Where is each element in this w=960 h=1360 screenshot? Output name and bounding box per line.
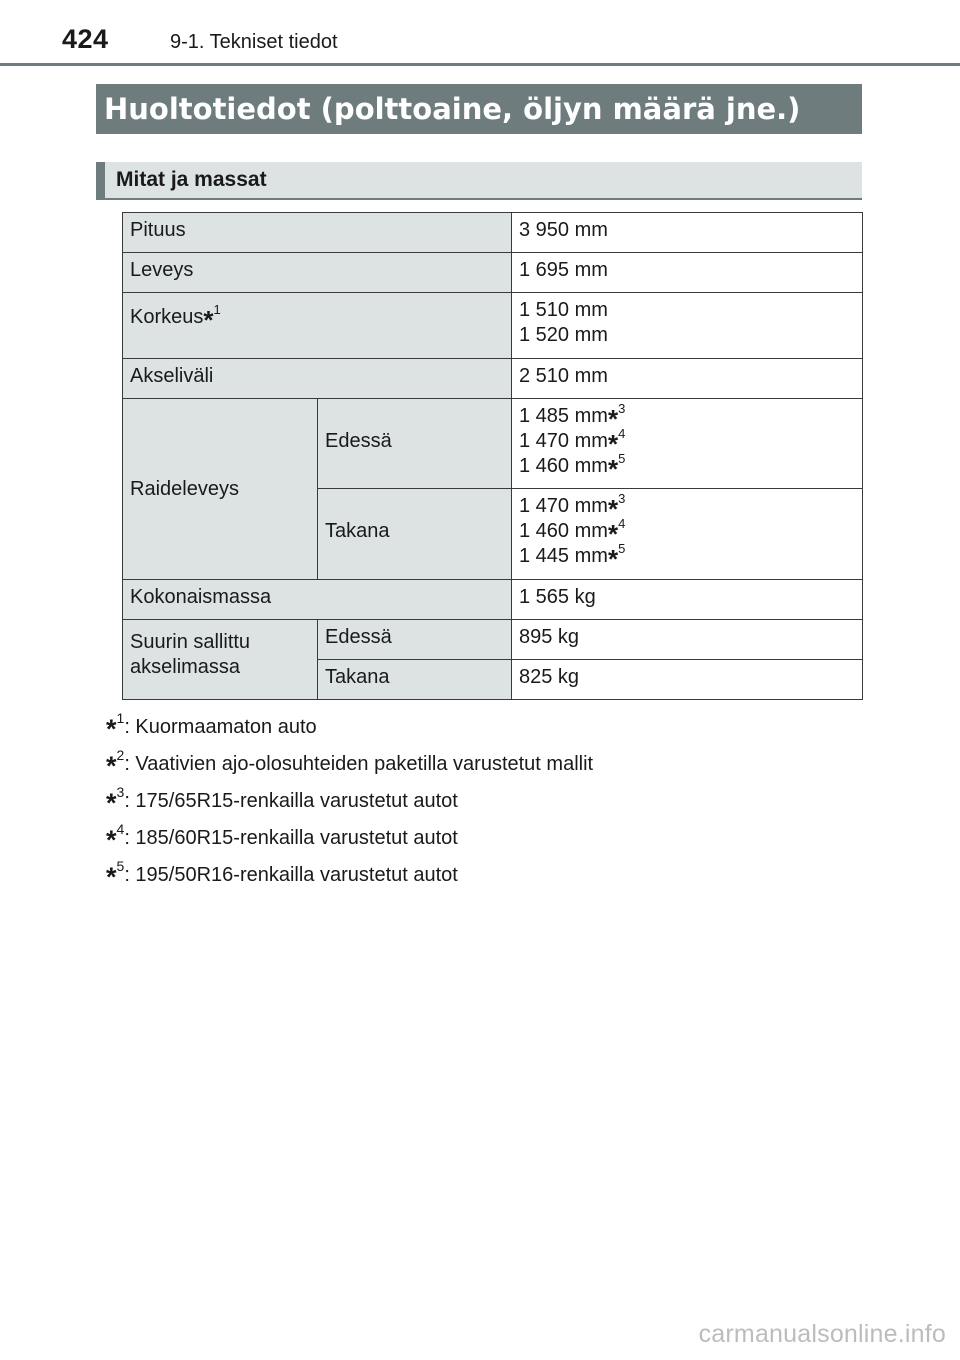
footnote-mark: 2	[116, 747, 125, 763]
footnotes	[106, 706, 866, 891]
watermark: carmanualsonline.info	[698, 1320, 946, 1348]
row-value-leveys: 1 695 mm	[512, 253, 863, 293]
dimensions-table	[122, 212, 863, 700]
value-text: 1 460 mm	[519, 520, 608, 542]
footnote-asterisk: *	[106, 714, 117, 744]
footnote-asterisk: *	[106, 862, 117, 892]
footnote-ref: 3	[618, 491, 626, 506]
row-label-pituus: Pituus	[123, 213, 512, 253]
footnote-text: : 195/50R16-renkailla varustetut autot	[124, 864, 458, 886]
value-text: 1 460 mm	[519, 455, 608, 477]
row-value-kokonaismassa: 1 565 kg	[512, 580, 863, 620]
row-value-akselivali: 2 510 mm	[512, 359, 863, 399]
row-label-kokonaismassa: Kokonaismassa	[123, 580, 512, 620]
korkeus-value-2: 1 520 mm	[519, 324, 608, 346]
raideleveys-front-label: Edessä	[318, 399, 512, 489]
page-number: 424	[62, 24, 109, 54]
korkeus-value-1: 1 510 mm	[519, 299, 608, 321]
akselimassa-label-line-2: akselimassa	[130, 656, 241, 678]
footnote-item	[106, 743, 866, 780]
value-text: 1 445 mm	[519, 545, 608, 567]
footnote-ref: 4	[618, 516, 626, 531]
footnote-text: : 185/60R15-renkailla varustetut autot	[124, 827, 458, 849]
footnote-item	[106, 780, 866, 817]
akselimassa-front-label: Edessä	[318, 620, 512, 660]
akselimassa-front-value: 895 kg	[512, 620, 863, 660]
table-row	[123, 253, 863, 293]
subheading: Mitat ja massat	[96, 162, 862, 200]
row-label-akselimassa	[123, 620, 318, 700]
korkeus-label: Korkeus	[130, 306, 204, 328]
footnote-mark: 3	[116, 784, 125, 800]
footnote-item	[106, 854, 866, 891]
footnote-ref: 4	[618, 426, 626, 441]
footnote-item	[106, 817, 866, 854]
footnote-text: : 175/65R15-renkailla varustetut autot	[124, 790, 458, 812]
footnote-ref: 3	[618, 401, 626, 416]
table-row	[123, 359, 863, 399]
value-line	[519, 451, 855, 484]
footnote-mark: 1	[116, 710, 125, 726]
footnote-mark: 5	[116, 858, 125, 874]
row-label-korkeus	[123, 293, 512, 359]
value-line	[519, 426, 855, 459]
value-line	[519, 516, 855, 549]
footnote-asterisk: *	[203, 305, 214, 335]
raideleveys-rear-label: Takana	[318, 489, 512, 580]
value-line	[519, 491, 855, 524]
footnote-item	[106, 706, 866, 743]
footnote-asterisk: *	[106, 788, 117, 818]
footnote-asterisk: *	[106, 825, 117, 855]
row-value-pituus: 3 950 mm	[512, 213, 863, 253]
footnote-ref: 5	[618, 541, 626, 556]
row-value-korkeus	[512, 293, 863, 359]
header-rule	[0, 63, 960, 66]
footnote-ref: 5	[618, 451, 626, 466]
value-text: 1 470 mm	[519, 430, 608, 452]
footnote-ref: 1	[213, 302, 221, 317]
value-line	[519, 401, 855, 434]
footnote-asterisk: *	[607, 494, 619, 524]
akselimassa-label-line-1: Suurin sallittu	[130, 631, 251, 653]
table-row	[123, 213, 863, 253]
raideleveys-front-values	[512, 399, 863, 489]
footnote-asterisk: *	[607, 454, 619, 484]
footnote-asterisk: *	[607, 544, 619, 574]
table-row	[123, 620, 863, 660]
row-label-akselivali: Akseliväli	[123, 359, 512, 399]
akselimassa-rear-label: Takana	[318, 660, 512, 700]
raideleveys-rear-values	[512, 489, 863, 580]
value-line	[519, 541, 855, 574]
footnote-asterisk: *	[607, 404, 619, 434]
table-row	[123, 399, 863, 489]
footnote-asterisk: *	[607, 519, 619, 549]
section-label: 9-1. Tekniset tiedot	[170, 31, 338, 53]
value-text: 1 470 mm	[519, 495, 608, 517]
value-text: 1 485 mm	[519, 405, 608, 427]
footnote-asterisk: *	[607, 429, 619, 459]
page-title: Huoltotiedot (polttoaine, öljyn määrä jne.)	[96, 84, 862, 134]
footnote-text: : Vaativien ajo-olosuhteiden paketilla varustetut mallit	[124, 753, 594, 775]
footnote-text: : Kuormaamaton auto	[124, 716, 317, 738]
table-row	[123, 293, 863, 359]
akselimassa-rear-value: 825 kg	[512, 660, 863, 700]
row-label-raideleveys: Raideleveys	[123, 399, 318, 580]
table-row	[123, 580, 863, 620]
row-label-leveys: Leveys	[123, 253, 512, 293]
footnote-asterisk: *	[106, 751, 117, 781]
footnote-mark: 4	[116, 821, 125, 837]
